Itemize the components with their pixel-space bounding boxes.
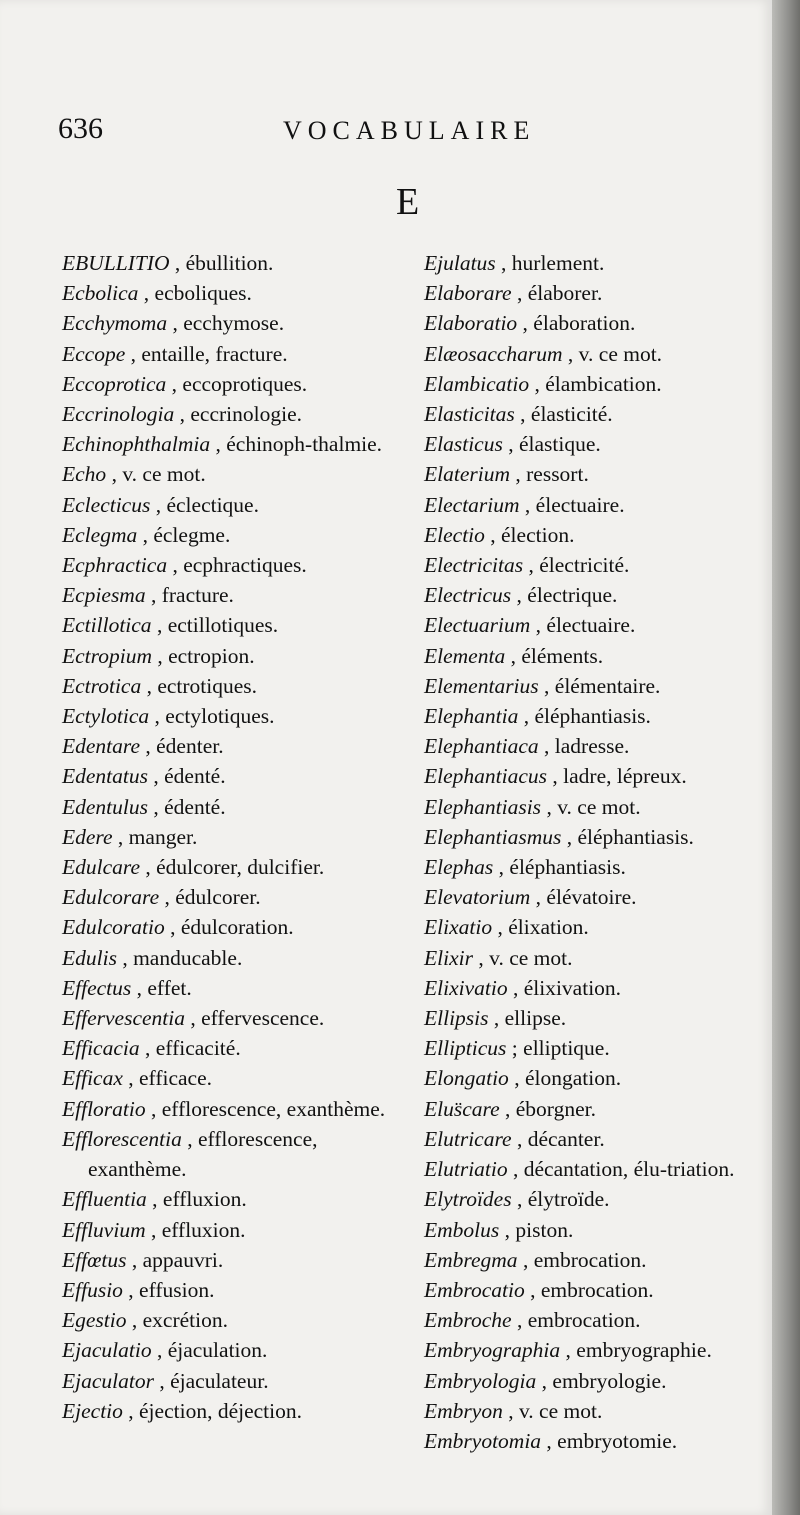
entry-definition: , éjaculateur. <box>153 1368 269 1393</box>
dictionary-entry <box>62 429 407 459</box>
dictionary-entry <box>424 369 769 399</box>
entry-definition: , embrocation. <box>517 1247 647 1272</box>
entry-term: Echinophthalmia <box>62 432 211 457</box>
dictionary-entry <box>62 761 407 791</box>
entry-definition: , ectillotiques. <box>151 613 279 638</box>
entry-definition: , élaboration. <box>517 311 636 336</box>
entry-definition: , effusion. <box>122 1277 215 1302</box>
entry-term: Ectylotica <box>62 704 150 729</box>
dictionary-entry <box>62 1335 407 1365</box>
entry-definition: , v. ce mot. <box>502 1398 603 1423</box>
entry-definition: , efficace. <box>122 1066 213 1091</box>
dictionary-entry <box>62 641 407 671</box>
entry-term: Embryographia <box>424 1338 561 1363</box>
entry-term: Eccrinologia <box>62 402 175 427</box>
dictionary-entry <box>62 1305 407 1335</box>
entry-term: Elephantia <box>424 704 519 729</box>
entry-definition: , ladre, lépreux. <box>547 764 687 789</box>
page-number: 636 <box>58 112 103 145</box>
dictionary-entry <box>62 1215 407 1245</box>
entry-term: Elixatio <box>424 915 493 940</box>
dictionary-entry <box>62 1063 407 1093</box>
entry-definition: , embryographie. <box>560 1338 712 1363</box>
entry-term: Elongatio <box>424 1066 509 1091</box>
dictionary-entry <box>424 671 769 701</box>
entry-definition: , ectropion. <box>151 643 255 668</box>
entry-definition: , élasticité. <box>514 402 613 427</box>
dictionary-entry <box>62 671 407 701</box>
dictionary-entry <box>424 1275 769 1305</box>
running-title: VOCABULAIRE <box>283 116 536 145</box>
entry-definition: , édenté. <box>148 764 226 789</box>
entry-term: Effusio <box>62 1277 123 1302</box>
entry-definition: , excrétion. <box>126 1308 228 1333</box>
entry-definition: , électuaire. <box>530 613 636 638</box>
entry-definition: , éclegme. <box>137 522 231 547</box>
entry-term: Elephas <box>424 855 494 880</box>
dictionary-entry <box>62 822 407 852</box>
right-column <box>424 248 769 1456</box>
dictionary-entry <box>424 520 769 550</box>
dictionary-entry <box>424 1184 769 1214</box>
entry-definition: , élévatoire. <box>530 885 637 910</box>
entry-definition: , effluxion. <box>146 1187 247 1212</box>
dictionary-entry <box>424 792 769 822</box>
entry-term: Edulcare <box>62 855 141 880</box>
entry-definition: , ressort. <box>510 462 589 487</box>
dictionary-entry <box>424 822 769 852</box>
entry-definition: , embryotomie. <box>541 1428 678 1453</box>
entry-term: Edentulus <box>62 794 148 819</box>
entry-definition: , éjection, déjection. <box>122 1398 302 1423</box>
entry-definition: , éléments. <box>505 643 604 668</box>
entry-term: Ejectio <box>62 1398 123 1423</box>
dictionary-entry <box>62 1366 407 1396</box>
entry-definition: , fracture. <box>145 583 234 608</box>
entry-term: Electarium <box>424 492 520 517</box>
dictionary-entry <box>424 278 769 308</box>
dictionary-entry <box>424 1426 769 1456</box>
page-edge <box>772 0 800 1515</box>
dictionary-entry <box>62 1275 407 1305</box>
entry-definition: , édenter. <box>140 734 224 759</box>
dictionary-entry <box>62 520 407 550</box>
dictionary-entry <box>62 248 407 278</box>
entry-term: Electio <box>424 522 485 547</box>
dictionary-entry <box>62 308 407 338</box>
entry-definition: , embrocation. <box>511 1308 641 1333</box>
entry-definition: , électricité. <box>523 553 630 578</box>
entry-definition: , élixation. <box>492 915 589 940</box>
dictionary-entry <box>62 580 407 610</box>
dictionary-entry <box>62 912 407 942</box>
entry-definition: , décanter. <box>511 1126 605 1151</box>
entry-term: Ellipsis <box>424 1006 489 1031</box>
entry-definition: , appauvri. <box>126 1247 224 1272</box>
entry-definition: , v. ce mot. <box>541 794 641 819</box>
entry-term: Ecchymoma <box>62 311 168 336</box>
entry-term: Ecpiesma <box>62 583 146 608</box>
entry-definition: , eccrinologie. <box>174 402 303 427</box>
dictionary-entry <box>424 912 769 942</box>
entry-definition: , électrique. <box>511 583 618 608</box>
entry-definition: , éléphantiasis. <box>493 855 626 880</box>
dictionary-entry <box>62 1396 407 1426</box>
entry-definition: , élastique. <box>502 432 601 457</box>
dictionary-entry <box>62 459 407 489</box>
entry-term: Elaborare <box>424 281 512 306</box>
entry-definition: , éléphantiasis. <box>561 824 694 849</box>
entry-term: Eclecticus <box>62 492 151 517</box>
dictionary-entry <box>424 1245 769 1275</box>
dictionary-entry <box>424 882 769 912</box>
entry-definition: , ectrotiques. <box>141 673 258 698</box>
dictionary-entry <box>62 490 407 520</box>
entry-definition: , manger. <box>112 824 198 849</box>
section-letter: E <box>396 181 420 223</box>
dictionary-entry <box>62 339 407 369</box>
dictionary-entry <box>62 792 407 822</box>
dictionary-entry <box>62 1245 407 1275</box>
entry-definition: , élection. <box>484 522 575 547</box>
dictionary-entry <box>62 973 407 1003</box>
dictionary-entry <box>62 1124 407 1184</box>
entry-definition: , ecchymose. <box>167 311 285 336</box>
entry-definition: , échinoph-thalmie. <box>210 432 383 457</box>
entry-term: Ectropium <box>62 643 152 668</box>
entry-definition: , effervescence. <box>184 1006 325 1031</box>
dictionary-entry <box>62 399 407 429</box>
entry-definition: , ladresse. <box>538 734 630 759</box>
dictionary-entry <box>62 1184 407 1214</box>
dictionary-entry <box>424 490 769 520</box>
entry-term: Elixivatio <box>424 975 508 1000</box>
entry-term: Elephantiacus <box>424 764 548 789</box>
dictionary-entry <box>424 429 769 459</box>
entry-term: Echo <box>62 462 107 487</box>
entry-definition: , édulcorer. <box>159 885 261 910</box>
dictionary-entry <box>424 731 769 761</box>
entry-definition: , embryologie. <box>536 1368 667 1393</box>
entry-term: Edulis <box>62 945 117 970</box>
dictionary-entry <box>424 701 769 731</box>
entry-term: Ejulatus <box>424 251 496 275</box>
dictionary-entry <box>424 610 769 640</box>
entry-term: Ectrotica <box>62 673 142 698</box>
entry-definition: , élémentaire. <box>538 673 661 698</box>
entry-definition: , éclectique. <box>150 492 259 517</box>
entry-definition: , efficacité. <box>139 1036 241 1061</box>
entry-term: Elus̈care <box>424 1096 500 1121</box>
dictionary-entry <box>424 1033 769 1063</box>
dictionary-entry <box>424 943 769 973</box>
dictionary-entry <box>62 701 407 731</box>
entry-definition: , édulcorer, dulcifier. <box>140 855 325 880</box>
entry-term: Ejaculatio <box>62 1338 152 1363</box>
entry-definition: , ectylotiques. <box>149 704 275 729</box>
entry-definition: , décantation, élu-triation. <box>507 1157 735 1182</box>
dictionary-entry <box>424 1305 769 1335</box>
entry-term: Elementarius <box>424 673 539 698</box>
entry-definition: , embrocation. <box>524 1277 654 1302</box>
entry-definition: , électuaire. <box>519 492 625 517</box>
dictionary-entry <box>62 550 407 580</box>
entry-definition: , ecphractiques. <box>167 553 307 578</box>
dictionary-entry <box>424 1396 769 1426</box>
entry-term: Elephantiaca <box>424 734 539 759</box>
dictionary-entry <box>424 973 769 1003</box>
dictionary-entry <box>424 641 769 671</box>
entry-term: Elephantiasis <box>424 794 542 819</box>
entry-term: Electricitas <box>424 553 524 578</box>
entry-term: Embregma <box>424 1247 518 1272</box>
dictionary-entry <box>62 943 407 973</box>
entry-definition: , efflorescence, exanthème. <box>145 1096 386 1121</box>
entry-term: Ectillotica <box>62 613 152 638</box>
entry-definition: , élambication. <box>529 371 662 396</box>
entry-term: Elaboratio <box>424 311 518 336</box>
entry-term: Effervescentia <box>62 1006 185 1031</box>
entry-term: Elasticitas <box>424 402 515 427</box>
entry-term: Elambicatio <box>424 371 530 396</box>
entry-term: Effectus <box>62 975 132 1000</box>
dictionary-entry <box>424 1154 769 1184</box>
dictionary-entry <box>62 731 407 761</box>
entry-term: EBULLITIO <box>62 251 170 275</box>
entry-term: Embryologia <box>424 1368 537 1393</box>
entry-term: Elutricare <box>424 1126 512 1151</box>
entry-definition: , éléphantiasis. <box>518 704 651 729</box>
entry-term: Elutriatio <box>424 1157 508 1182</box>
entry-term: Eccoprotica <box>62 371 167 396</box>
entry-definition: , élixivation. <box>507 975 622 1000</box>
entry-definition: , v. ce mot. <box>106 462 206 487</box>
entry-term: Ellipticus <box>424 1036 507 1061</box>
entry-definition: , élongation. <box>508 1066 622 1091</box>
dictionary-entry <box>62 278 407 308</box>
entry-term: Elytroïdes <box>424 1187 512 1212</box>
entry-term: Ejaculator <box>62 1368 154 1393</box>
entry-term: Effloratio <box>62 1096 146 1121</box>
dictionary-entry <box>424 399 769 429</box>
entry-term: Edulcorare <box>62 885 160 910</box>
dictionary-entry <box>424 1124 769 1154</box>
entry-term: Effluvium <box>62 1217 146 1242</box>
entry-definition: , élaborer. <box>511 281 603 306</box>
entry-definition: , ecboliques. <box>138 281 252 306</box>
entry-definition: , manducable. <box>116 945 243 970</box>
entry-term: Embroche <box>424 1308 512 1333</box>
dictionary-entry <box>424 1366 769 1396</box>
entry-definition: , v. ce mot. <box>562 341 663 366</box>
entry-term: Ecbolica <box>62 281 139 306</box>
entry-definition: , effet. <box>131 975 192 1000</box>
dictionary-entry <box>62 1033 407 1063</box>
dictionary-entry <box>424 248 769 278</box>
dictionary-entry <box>424 852 769 882</box>
dictionary-entry <box>424 1094 769 1124</box>
entry-term: Elementa <box>424 643 506 668</box>
entry-definition: , efflorescence, exanthème. <box>88 1126 318 1182</box>
dictionary-entry <box>424 580 769 610</box>
entry-term: Effluentia <box>62 1187 147 1212</box>
entry-definition: , hurlement. <box>495 251 605 275</box>
entry-term: Elephantiasmus <box>424 824 562 849</box>
entry-definition: ; elliptique. <box>506 1036 610 1061</box>
entry-term: Elaterium <box>424 462 510 487</box>
page-header <box>58 112 758 152</box>
entry-term: Elevatorium <box>424 885 531 910</box>
dictionary-entry <box>62 610 407 640</box>
entry-term: Efficacia <box>62 1036 140 1061</box>
entry-definition: , entaille, fracture. <box>125 341 288 366</box>
dictionary-entry <box>424 761 769 791</box>
entry-term: Embolus <box>424 1217 500 1242</box>
dictionary-entry <box>62 852 407 882</box>
entry-term: Edulcoratio <box>62 915 165 940</box>
entry-term: Effœtus <box>62 1247 127 1272</box>
entry-definition: , eccoprotiques. <box>166 371 308 396</box>
dictionary-entry <box>424 1063 769 1093</box>
entry-term: Edentare <box>62 734 141 759</box>
entry-definition: , édulcoration. <box>164 915 294 940</box>
entry-definition: , éborgner. <box>499 1096 596 1121</box>
entry-term: Embryon <box>424 1398 503 1423</box>
entry-term: Ecphractica <box>62 553 168 578</box>
entry-definition: , ébullition. <box>169 251 274 275</box>
entry-term: Egestio <box>62 1308 127 1333</box>
entry-term: Elæosaccharum <box>424 341 563 366</box>
dictionary-entry <box>62 1003 407 1033</box>
entry-term: Eclegma <box>62 522 138 547</box>
left-column <box>62 248 407 1426</box>
entry-term: Elixir <box>424 945 473 970</box>
entry-term: Embryotomia <box>424 1428 542 1453</box>
entry-term: Efflorescentia <box>62 1126 182 1151</box>
entry-definition: , édenté. <box>148 794 226 819</box>
entry-term: Elasticus <box>424 432 503 457</box>
dictionary-entry <box>62 369 407 399</box>
dictionary-entry <box>424 308 769 338</box>
entry-definition: , piston. <box>499 1217 574 1242</box>
entry-term: Edere <box>62 824 113 849</box>
dictionary-entry <box>424 1215 769 1245</box>
dictionary-entry <box>424 339 769 369</box>
entry-definition: , élytroïde. <box>511 1187 610 1212</box>
entry-term: Electuarium <box>424 613 531 638</box>
dictionary-entry <box>424 550 769 580</box>
entry-term: Edentatus <box>62 764 148 789</box>
dictionary-entry <box>62 882 407 912</box>
dictionary-entry <box>424 459 769 489</box>
entry-term: Efficax <box>62 1066 123 1091</box>
entry-term: Eccope <box>62 341 126 366</box>
entry-term: Electricus <box>424 583 512 608</box>
dictionary-entry <box>424 1003 769 1033</box>
dictionary-entry <box>424 1335 769 1365</box>
entry-definition: , v. ce mot. <box>472 945 573 970</box>
entry-term: Embrocatio <box>424 1277 525 1302</box>
entry-definition: , ellipse. <box>488 1006 567 1031</box>
entry-definition: , effluxion. <box>145 1217 246 1242</box>
dictionary-entry <box>62 1094 407 1124</box>
entry-definition: , éjaculation. <box>151 1338 268 1363</box>
